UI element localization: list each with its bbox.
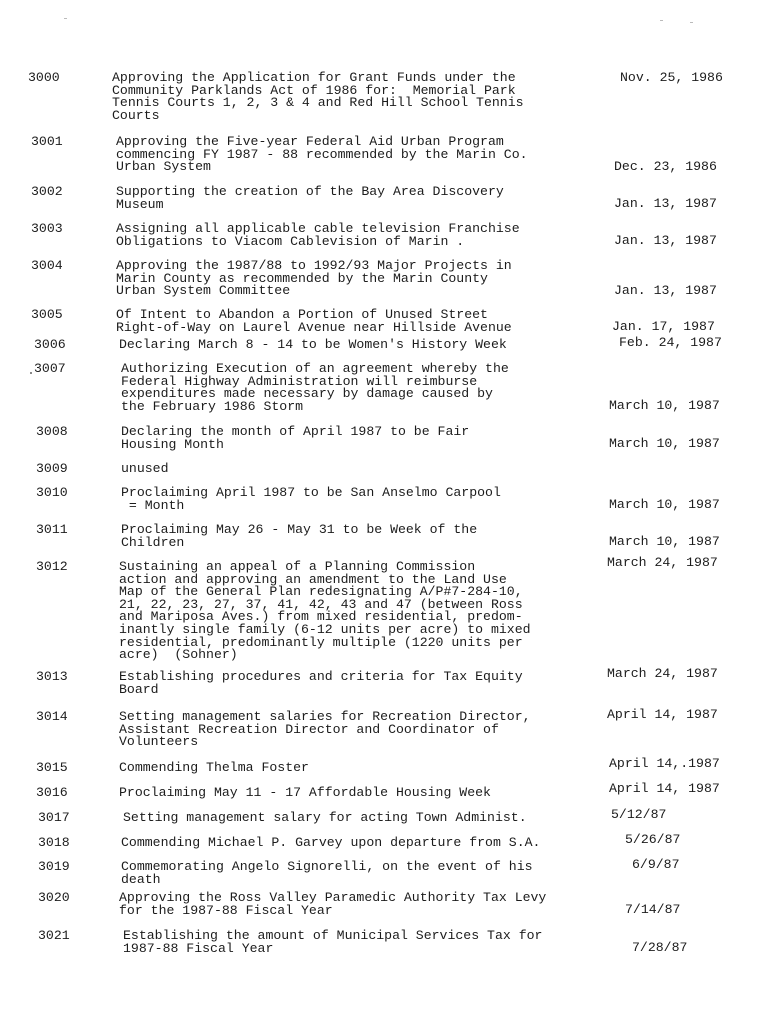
- resolution-date: Jan. 13, 1987: [614, 283, 717, 298]
- resolution-date: March 24, 1987: [607, 555, 718, 570]
- resolution-date: April 14, 1987: [609, 781, 720, 796]
- resolution-number: 3021: [38, 928, 70, 943]
- resolution-number: 3011: [36, 522, 68, 537]
- resolution-number: 3015: [36, 760, 68, 775]
- resolution-number: 3002: [31, 184, 63, 199]
- resolution-number: 3017: [38, 810, 70, 825]
- resolution-date: Dec. 23, 1986: [614, 159, 717, 174]
- resolution-description: Approving the 1987/88 to 1992/93 Major Projects in Marin County as recommended by the Marin County Urban System Committee: [116, 258, 512, 299]
- resolution-description: Supporting the creation of the Bay Area Discovery Museum: [116, 184, 504, 212]
- resolution-description: Commemorating Angelo Signorelli, on the event of his death: [121, 859, 533, 887]
- resolution-date: 6/9/87: [632, 857, 680, 872]
- resolution-description: Proclaiming April 1987 to be San Anselmo Carpool = Month: [121, 485, 501, 513]
- resolution-number: 3010: [36, 485, 68, 500]
- resolution-number: 3005: [31, 307, 63, 322]
- resolution-date: April 14,.1987: [609, 756, 720, 771]
- resolution-number: 3001: [31, 134, 63, 149]
- resolution-number: 3018: [38, 835, 70, 850]
- resolution-date: April 14, 1987: [607, 707, 718, 722]
- resolution-number: 3013: [36, 669, 68, 684]
- resolution-description: Assigning all applicable cable television Franchise Obligations to Viacom Cablevision of Marin .: [116, 221, 520, 249]
- resolution-number: 3012: [36, 559, 68, 574]
- resolution-description: Commending Michael P. Garvey upon departure from S.A.: [121, 835, 541, 850]
- resolution-number: 3009: [36, 461, 68, 476]
- resolution-description: Setting management salaries for Recreation Director, Assistant Recreation Director and Coordinator of Volunteers: [119, 709, 531, 750]
- resolution-number: 3020: [38, 890, 70, 905]
- resolution-description: Declaring March 8 - 14 to be Women's History Week: [119, 337, 507, 352]
- scan-speck: [690, 22, 693, 23]
- resolution-description: Proclaiming May 26 - May 31 to be Week of the Children: [121, 522, 478, 550]
- resolution-date: March 10, 1987: [609, 436, 720, 451]
- resolution-date: 5/12/87: [611, 807, 667, 822]
- resolution-number: 3004: [31, 258, 63, 273]
- resolution-number: 3007: [34, 361, 66, 376]
- resolution-date: 7/28/87: [632, 940, 688, 955]
- resolution-description: unused: [121, 461, 169, 476]
- resolution-date: Nov. 25, 1986: [620, 70, 723, 85]
- resolution-date: March 10, 1987: [609, 534, 720, 549]
- resolution-number: 3019: [38, 859, 70, 874]
- resolution-description: Approving the Application for Grant Funds under the Community Parklands Act of 1986 for: Memorial Park Tennis Courts 1, 2, 3 & 4 and Red Hill School Tennis Courts: [112, 70, 524, 123]
- scan-speck: [64, 18, 67, 19]
- resolution-description: Sustaining an appeal of a Planning Commission action and approving an amendment to the Land Use Map of the General Plan redesignating A/P#7-284-10, 21, 22, 23, 27, 37, 41, 42, 43 and 47 (between Ross and Mariposa Aves.) from mixed residential, predom- inantly single family (6-12 units per acre) to mixed residential, predominantly multiple (1220 units per acre) (Sohner): [119, 559, 531, 663]
- resolution-date: 5/26/87: [625, 832, 681, 847]
- resolution-number: 3006: [34, 337, 66, 352]
- scan-speck: [660, 20, 663, 21]
- resolution-number: 3003: [31, 221, 63, 236]
- scan-speck: [30, 372, 32, 374]
- resolution-number: 3000: [28, 70, 60, 85]
- resolution-description: Declaring the month of April 1987 to be Fair Housing Month: [121, 424, 470, 452]
- resolution-date: Jan. 13, 1987: [614, 196, 717, 211]
- resolution-description: Establishing the amount of Municipal Services Tax for 1987-88 Fiscal Year: [123, 928, 543, 956]
- resolution-date: Jan. 17, 1987: [612, 319, 715, 334]
- resolution-description: Commending Thelma Foster: [119, 760, 309, 775]
- resolution-number: 3016: [36, 785, 68, 800]
- resolution-description: Of Intent to Abandon a Portion of Unused Street Right-of-Way on Laurel Avenue near Hillside Avenue: [116, 307, 512, 335]
- resolution-date: March 24, 1987: [607, 666, 718, 681]
- resolution-description: Setting management salary for acting Town Administ.: [123, 810, 527, 825]
- resolution-date: March 10, 1987: [609, 497, 720, 512]
- resolution-number: 3008: [36, 424, 68, 439]
- resolution-description: Approving the Five-year Federal Aid Urban Program commencing FY 1987 - 88 recommended by the Marin Co. Urban System: [116, 134, 528, 175]
- resolution-description: Authorizing Execution of an agreement whereby the Federal Highway Administration will reimburse expenditures made necessary by damage caused by the February 1986 Storm: [121, 361, 509, 414]
- resolution-description: Approving the Ross Valley Paramedic Authority Tax Levy for the 1987-88 Fiscal Year: [119, 890, 547, 918]
- resolution-description: Establishing procedures and criteria for Tax Equity Board: [119, 669, 523, 697]
- resolution-number: 3014: [36, 709, 68, 724]
- resolution-date: Feb. 24, 1987: [619, 335, 722, 350]
- resolution-description: Proclaiming May 11 - 17 Affordable Housing Week: [119, 785, 491, 800]
- resolution-date: 7/14/87: [625, 902, 681, 917]
- resolution-date: March 10, 1987: [609, 398, 720, 413]
- resolution-date: Jan. 13, 1987: [614, 233, 717, 248]
